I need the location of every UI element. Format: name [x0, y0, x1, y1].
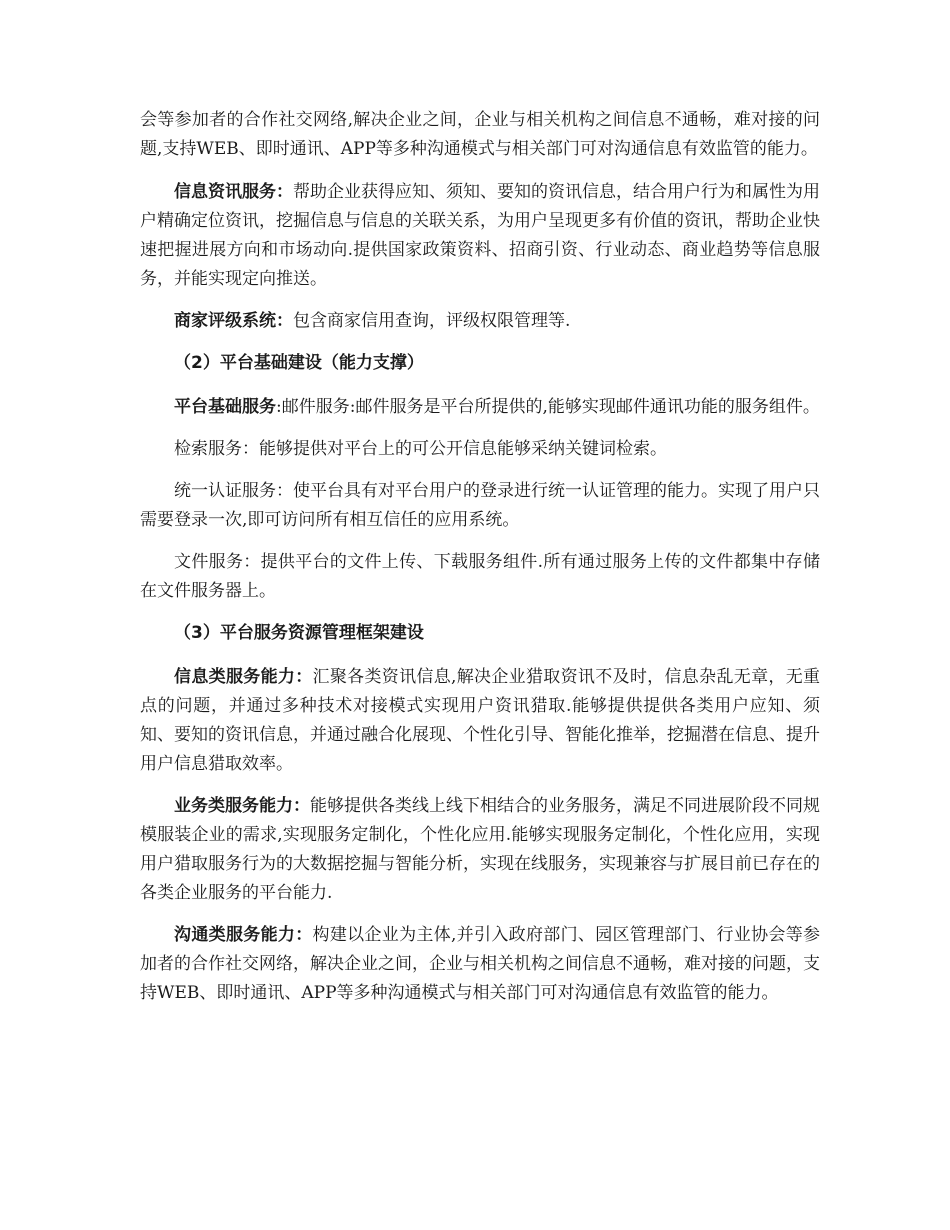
paragraph-body: :邮件服务:邮件服务是平台所提供的,能够实现邮件通讯功能的服务组件。: [276, 397, 820, 417]
paragraph-merchant-rating: [140, 307, 820, 336]
paragraph-info-service: [140, 178, 820, 294]
paragraph-body: 统一认证服务：使平台具有对平台用户的登录进行统一认证管理的能力。实现了用户只需要登录一次,即可访问所有相互信任的应用系统。: [140, 481, 820, 530]
paragraph-body: 文件服务：提供平台的文件上传、下载服务组件.所有通过服务上传的文件都集中存储在文件服务器上。: [140, 552, 820, 601]
paragraph-body: 帮助企业获得应知、须知、要知的资讯信息，结合用户行为和属性为用户精确定位资讯，挖掘信息与信息的关联关系，为用户呈现更多有价值的资讯，帮助企业快速把握进展方向和市场动向.提供国家政策资料、招商引资、行业动态、商业趋势等信息服务，并能实现定向推送。: [140, 182, 820, 289]
paragraph-search-service: [140, 435, 820, 464]
section-heading-3: （3）平台服务资源管理框架建设: [174, 623, 424, 643]
paragraph-communication-capability: [140, 921, 820, 1008]
paragraph-body: 能够提供各类线上线下相结合的业务服务，满足不同进展阶段不同规模服装企业的需求,实现服务定制化，个性化应用.能够实现服务定制化，个性化应用，实现用户猎取服务行为的大数据挖掘与智能分析，实现在线服务，实现兼容与扩展目前已存在的各类企业服务的平台能力.: [140, 796, 820, 903]
paragraph-business-capability: [140, 792, 820, 908]
paragraph-lead: 信息资讯服务：: [174, 182, 293, 202]
paragraph-lead: 商家评级系统：: [174, 311, 293, 331]
paragraph-body: 汇聚各类资讯信息,解决企业猎取资讯不及时，信息杂乱无章，无重点的问题，并通过多种技术对接模式实现用户资讯猎取.能够提供提供各类用户应知、须知、要知的资讯信息，并通过融合化展现、个性化引导、智能化推举，挖掘潜在信息、提升用户信息猎取效率。: [140, 667, 821, 774]
paragraph-platform-basic-service: [140, 393, 820, 422]
paragraph-lead: 信息类服务能力：: [174, 667, 313, 687]
paragraph-lead: 业务类服务能力：: [174, 796, 310, 816]
paragraph-lead: 沟通类服务能力：: [174, 925, 313, 945]
paragraph-file-service: [140, 548, 820, 606]
paragraph-communication-cont: [140, 106, 820, 164]
paragraph-body: 会等参加者的合作社交网络,解决企业之间，企业与相关机构之间信息不通畅，难对接的问题,支持WEB、即时通讯、APP等多种沟通模式与相关部门可对沟通信息有效监管的能力。: [140, 110, 820, 159]
paragraph-body: 检索服务：能够提供对平台上的可公开信息能够采纳关键词检索。: [174, 439, 667, 459]
section-heading-2: （2）平台基础建设（能力支撑）: [174, 353, 424, 373]
paragraph-info-capability: [140, 663, 820, 779]
paragraph-body: 包含商家信用查询，评级权限管理等.: [293, 311, 571, 331]
paragraph-body: 构建以企业为主体,并引入政府部门、园区管理部门、行业协会等参加者的合作社交网络，解决企业之间，企业与相关机构之间信息不通畅，难对接的问题，支持WEB、即时通讯、APP等多种沟通模式与相关部门可对沟通信息有效监管的能力。: [140, 925, 821, 1003]
paragraph-unified-auth: [140, 477, 820, 535]
document-page: [140, 106, 820, 1021]
paragraph-lead: 平台基础服务: [174, 397, 276, 417]
